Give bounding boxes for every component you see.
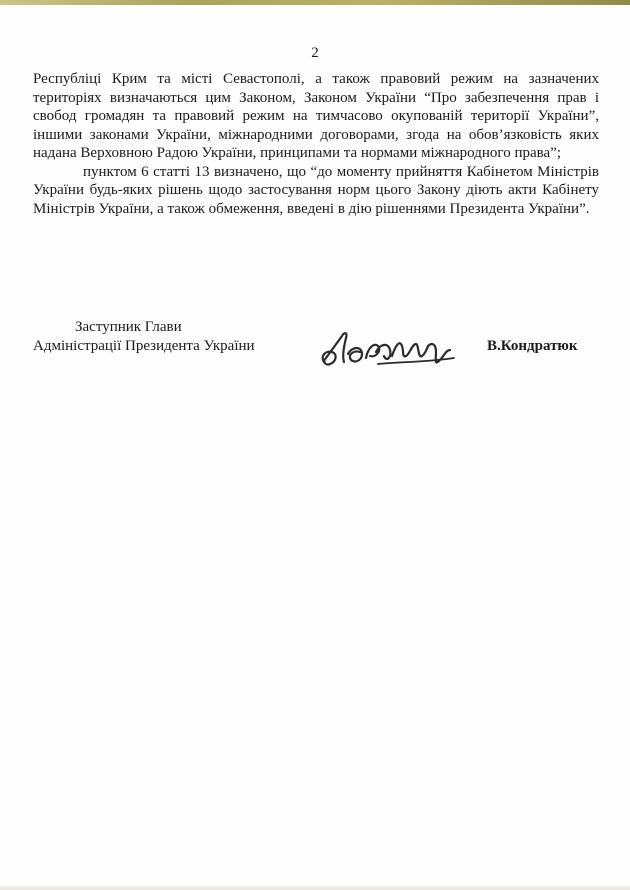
signatory-title-line1: Заступник Глави [75,319,182,335]
signatory-title [33,318,255,356]
signatory-title-line2: Адміністрації Президента України [33,338,255,354]
signatory-name: В.Кондратюк [487,338,578,354]
page-top-edge [0,0,630,5]
paragraph-article-13: пунктом 6 статті 13 визначено, що “до моменту прийняття Кабінетом Міністрів України будь-яких рішень щодо застосування норм цього Закону діють акти Кабінету Міністрів України, а також обмеження, введені в дію рішеннями Президента України”. [33,163,599,217]
page-bottom-edge [0,884,630,890]
page-number: 2 [311,45,319,61]
paragraph-continuation: Республіці Крим та місті Севастополі, а також правовий режим на зазначених територіях визначаються цим Законом, Законом України “Про забезпечення прав і свобод громадян та правовий режим на тимчасово окупованій території України”, іншими законами України, міжнародними договорами, згода на обов’язковість яких надана Верховною Радою України, принципами та нормами міжнародного права”; [33,71,599,161]
document-body [33,70,599,218]
handwritten-signature [318,322,460,374]
